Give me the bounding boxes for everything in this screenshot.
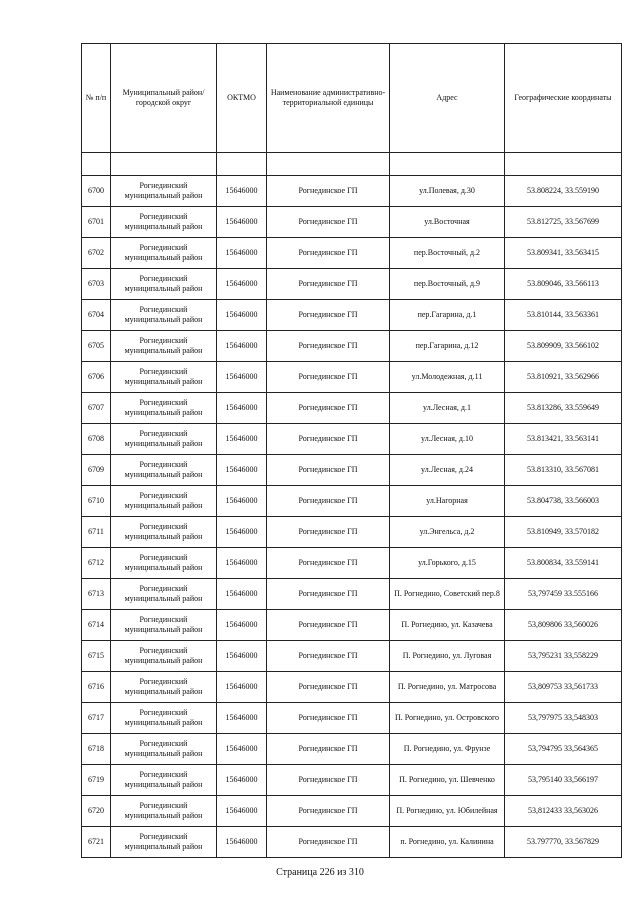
row-address: ул.Горького, д.15	[390, 548, 505, 579]
table-row	[82, 238, 622, 269]
row-municipality: Рогнединский муниципальный район	[111, 703, 217, 734]
table-row	[82, 703, 622, 734]
table-row	[82, 207, 622, 238]
row-address: ул.Полевая, д.30	[390, 176, 505, 207]
row-oktmo: 15646000	[217, 641, 267, 672]
row-unit-name: Рогнединское ГП	[267, 610, 390, 641]
table-row	[82, 579, 622, 610]
spacer-cell	[390, 153, 505, 176]
spacer-cell	[217, 153, 267, 176]
row-unit-name: Рогнединское ГП	[267, 176, 390, 207]
spacer-cell	[505, 153, 622, 176]
row-municipality: Рогнединский муниципальный район	[111, 765, 217, 796]
table-row	[82, 424, 622, 455]
header-address: Адрес	[390, 44, 505, 153]
row-num: 6704	[82, 300, 111, 331]
row-coords: 53,794795 33,564365	[505, 734, 622, 765]
row-oktmo: 15646000	[217, 362, 267, 393]
row-oktmo: 15646000	[217, 734, 267, 765]
table-row	[82, 796, 622, 827]
row-num: 6712	[82, 548, 111, 579]
header-oktmo: ОКТМО	[217, 44, 267, 153]
registry-table	[81, 43, 622, 858]
row-num: 6716	[82, 672, 111, 703]
row-coords: 53,795140 33,566197	[505, 765, 622, 796]
row-unit-name: Рогнединское ГП	[267, 796, 390, 827]
row-coords: 53,797459 33.555166	[505, 579, 622, 610]
row-municipality: Рогнединский муниципальный район	[111, 331, 217, 362]
row-num: 6705	[82, 331, 111, 362]
row-coords: 53.810144, 33.563361	[505, 300, 622, 331]
table-row	[82, 548, 622, 579]
row-unit-name: Рогнединское ГП	[267, 238, 390, 269]
header-num: № п/п	[82, 44, 111, 153]
row-address: пер.Гагарина, д.1	[390, 300, 505, 331]
row-oktmo: 15646000	[217, 207, 267, 238]
row-municipality: Рогнединский муниципальный район	[111, 796, 217, 827]
table-row	[82, 827, 622, 858]
row-municipality: Рогнединский муниципальный район	[111, 734, 217, 765]
row-oktmo: 15646000	[217, 238, 267, 269]
row-unit-name: Рогнединское ГП	[267, 393, 390, 424]
row-unit-name: Рогнединское ГП	[267, 641, 390, 672]
row-address: ул.Энгельса, д.2	[390, 517, 505, 548]
row-municipality: Рогнединский муниципальный район	[111, 393, 217, 424]
table-row	[82, 331, 622, 362]
row-unit-name: Рогнединское ГП	[267, 362, 390, 393]
spacer-cell	[82, 153, 111, 176]
row-unit-name: Рогнединское ГП	[267, 207, 390, 238]
row-address: пер.Восточный, д.2	[390, 238, 505, 269]
row-coords: 53.809341, 33.563415	[505, 238, 622, 269]
header-municipality: Муниципальный район/городской округ	[111, 44, 217, 153]
row-address: П. Рогнедино, Советский пер.8	[390, 579, 505, 610]
row-num: 6710	[82, 486, 111, 517]
table-row	[82, 455, 622, 486]
table-row	[82, 765, 622, 796]
row-coords: 53.813286, 33.559649	[505, 393, 622, 424]
row-num: 6713	[82, 579, 111, 610]
header-row	[82, 44, 622, 153]
row-num: 6717	[82, 703, 111, 734]
row-oktmo: 15646000	[217, 393, 267, 424]
row-coords: 53.809909, 33.566102	[505, 331, 622, 362]
row-address: П. Рогнедино, ул. Матросова	[390, 672, 505, 703]
row-num: 6719	[82, 765, 111, 796]
table-row	[82, 486, 622, 517]
row-coords: 53.813421, 33.563141	[505, 424, 622, 455]
table-row	[82, 517, 622, 548]
spacer-row	[82, 153, 622, 176]
table-row	[82, 610, 622, 641]
row-address: ул.Восточная	[390, 207, 505, 238]
row-num: 6702	[82, 238, 111, 269]
header-coords: Географические координаты	[505, 44, 622, 153]
row-municipality: Рогнединский муниципальный район	[111, 207, 217, 238]
row-coords: 53,795231 33,558229	[505, 641, 622, 672]
row-oktmo: 15646000	[217, 672, 267, 703]
row-oktmo: 15646000	[217, 548, 267, 579]
row-unit-name: Рогнединское ГП	[267, 703, 390, 734]
row-address: ул.Нагорная	[390, 486, 505, 517]
row-municipality: Рогнединский муниципальный район	[111, 300, 217, 331]
spacer-cell	[267, 153, 390, 176]
row-oktmo: 15646000	[217, 579, 267, 610]
row-num: 6715	[82, 641, 111, 672]
row-unit-name: Рогнединское ГП	[267, 672, 390, 703]
row-unit-name: Рогнединское ГП	[267, 300, 390, 331]
row-oktmo: 15646000	[217, 176, 267, 207]
row-address: ул.Лесная, д.10	[390, 424, 505, 455]
row-oktmo: 15646000	[217, 703, 267, 734]
row-oktmo: 15646000	[217, 300, 267, 331]
spacer-cell	[111, 153, 217, 176]
row-address: пер.Восточный, д.9	[390, 269, 505, 300]
table-row	[82, 362, 622, 393]
table-row	[82, 300, 622, 331]
row-num: 6720	[82, 796, 111, 827]
row-oktmo: 15646000	[217, 827, 267, 858]
row-unit-name: Рогнединское ГП	[267, 486, 390, 517]
row-num: 6703	[82, 269, 111, 300]
row-unit-name: Рогнединское ГП	[267, 765, 390, 796]
table-header	[82, 44, 622, 153]
row-coords: 53.797770, 33.567829	[505, 827, 622, 858]
row-num: 6700	[82, 176, 111, 207]
row-oktmo: 15646000	[217, 424, 267, 455]
row-coords: 53,809753 33,561733	[505, 672, 622, 703]
row-num: 6721	[82, 827, 111, 858]
row-coords: 53,797975 33,548303	[505, 703, 622, 734]
row-municipality: Рогнединский муниципальный район	[111, 641, 217, 672]
table-row	[82, 269, 622, 300]
row-address: п. Рогнедино, ул. Калинина	[390, 827, 505, 858]
row-address: ул.Молодежная, д.11	[390, 362, 505, 393]
table-row	[82, 176, 622, 207]
row-num: 6714	[82, 610, 111, 641]
row-address: П. Рогнедино, ул. Островского	[390, 703, 505, 734]
row-oktmo: 15646000	[217, 331, 267, 362]
row-coords: 53.800834, 33.559141	[505, 548, 622, 579]
row-num: 6707	[82, 393, 111, 424]
row-coords: 53.810921, 33.562966	[505, 362, 622, 393]
row-municipality: Рогнединский муниципальный район	[111, 672, 217, 703]
row-municipality: Рогнединский муниципальный район	[111, 610, 217, 641]
row-municipality: Рогнединский муниципальный район	[111, 827, 217, 858]
row-unit-name: Рогнединское ГП	[267, 269, 390, 300]
row-municipality: Рогнединский муниципальный район	[111, 548, 217, 579]
row-municipality: Рогнединский муниципальный район	[111, 486, 217, 517]
row-num: 6706	[82, 362, 111, 393]
row-unit-name: Рогнединское ГП	[267, 331, 390, 362]
header-unit-name: Наименование административно-территориальной единицы	[267, 44, 390, 153]
row-oktmo: 15646000	[217, 517, 267, 548]
row-municipality: Рогнединский муниципальный район	[111, 455, 217, 486]
table-row	[82, 393, 622, 424]
row-municipality: Рогнединский муниципальный район	[111, 517, 217, 548]
row-coords: 53,812433 33,563026	[505, 796, 622, 827]
row-municipality: Рогнединский муниципальный район	[111, 424, 217, 455]
row-coords: 53.810949, 33.570182	[505, 517, 622, 548]
row-municipality: Рогнединский муниципальный район	[111, 579, 217, 610]
row-oktmo: 15646000	[217, 486, 267, 517]
row-oktmo: 15646000	[217, 455, 267, 486]
page-footer: Страница 226 из 310	[276, 867, 364, 878]
row-coords: 53.813310, 33.567081	[505, 455, 622, 486]
row-unit-name: Рогнединское ГП	[267, 517, 390, 548]
row-municipality: Рогнединский муниципальный район	[111, 176, 217, 207]
row-coords: 53.804738, 33.566003	[505, 486, 622, 517]
row-address: ул.Лесная, д.1	[390, 393, 505, 424]
row-address: П. Рогнедино, ул. Юбилейная	[390, 796, 505, 827]
row-coords: 53.812725, 33.567699	[505, 207, 622, 238]
row-unit-name: Рогнединское ГП	[267, 734, 390, 765]
row-unit-name: Рогнединское ГП	[267, 827, 390, 858]
row-unit-name: Рогнединское ГП	[267, 424, 390, 455]
row-address: П. Рогнедино, ул. Луговая	[390, 641, 505, 672]
row-num: 6708	[82, 424, 111, 455]
row-num: 6718	[82, 734, 111, 765]
row-address: П. Рогнедино, ул. Фрунзе	[390, 734, 505, 765]
row-address: ул.Лесная, д.24	[390, 455, 505, 486]
row-unit-name: Рогнединское ГП	[267, 548, 390, 579]
row-oktmo: 15646000	[217, 610, 267, 641]
row-address: пер.Гагарина, д.12	[390, 331, 505, 362]
row-num: 6709	[82, 455, 111, 486]
row-municipality: Рогнединский муниципальный район	[111, 238, 217, 269]
table-row	[82, 641, 622, 672]
table-row	[82, 734, 622, 765]
row-municipality: Рогнединский муниципальный район	[111, 362, 217, 393]
row-coords: 53,809806 33,560026	[505, 610, 622, 641]
row-oktmo: 15646000	[217, 796, 267, 827]
row-coords: 53.809046, 33.566113	[505, 269, 622, 300]
row-address: П. Рогнедино, ул. Шевченко	[390, 765, 505, 796]
row-num: 6711	[82, 517, 111, 548]
row-oktmo: 15646000	[217, 269, 267, 300]
row-unit-name: Рогнединское ГП	[267, 455, 390, 486]
row-unit-name: Рогнединское ГП	[267, 579, 390, 610]
row-coords: 53.808224, 33.559190	[505, 176, 622, 207]
row-num: 6701	[82, 207, 111, 238]
table-body	[82, 153, 622, 858]
row-oktmo: 15646000	[217, 765, 267, 796]
table-row	[82, 672, 622, 703]
row-municipality: Рогнединский муниципальный район	[111, 269, 217, 300]
row-address: П. Рогнедино, ул. Казачева	[390, 610, 505, 641]
